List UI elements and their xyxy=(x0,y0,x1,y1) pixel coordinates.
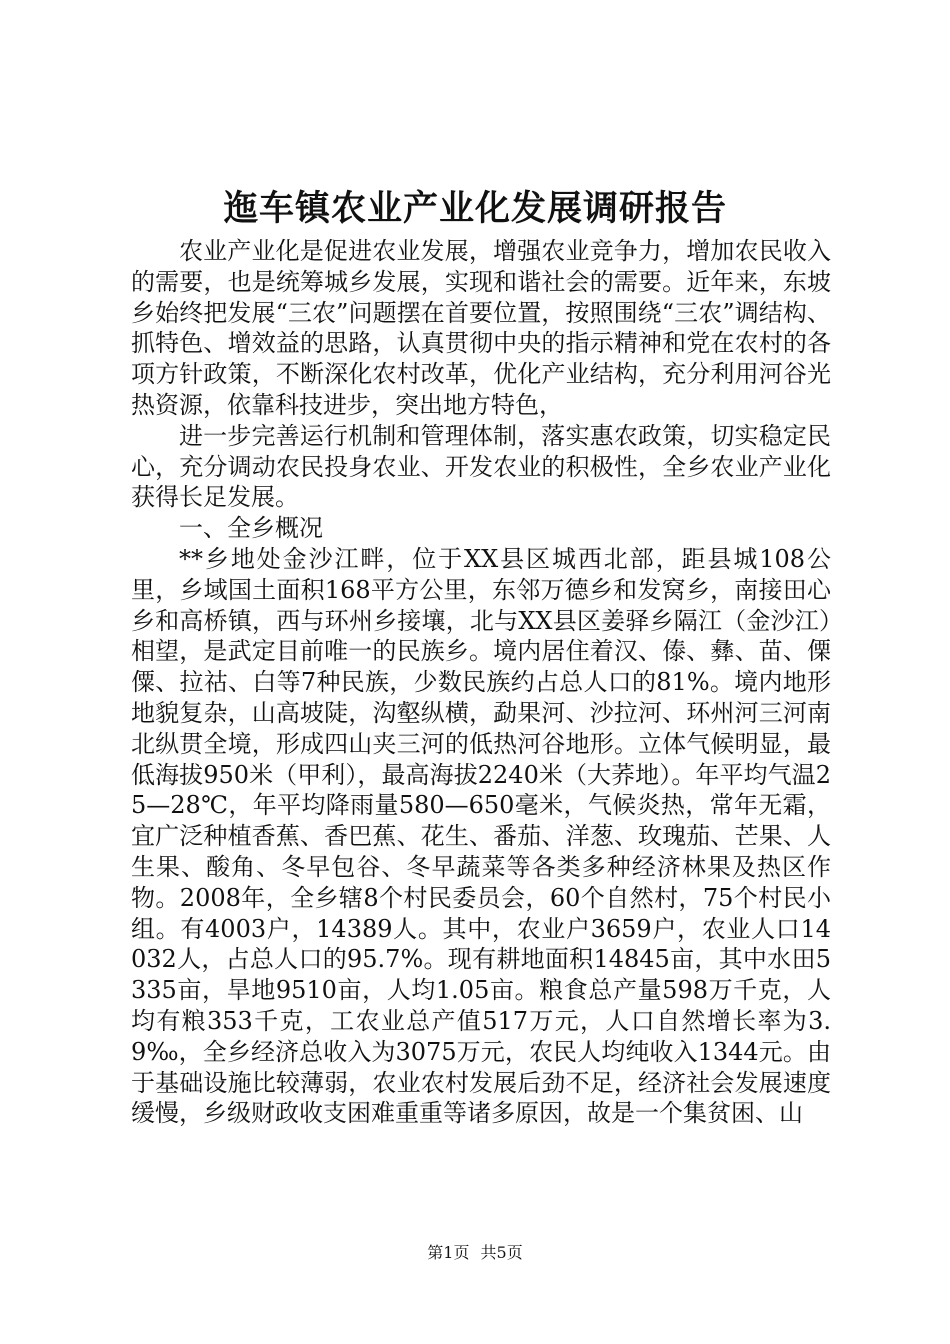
paragraph-mechanism: 进一步完善运行机制和管理体制，落实惠农政策，切实稳定民心，充分调动农民投身农业、开发农业的积极性，全乡农业产业化获得长足发展。 xyxy=(131,421,831,512)
document-title: 迤车镇农业产业化发展调研报告 xyxy=(222,188,727,229)
paragraph-intro: 农业产业化是促进农业发展，增强农业竞争力，增加农民收入的需要，也是统筹城乡发展，实现和谐社会的需要。近年来，东坡乡始终把发展“三农”问题摆在首要位置，按照围绕“三农”调结构、抓特色、增效益的思路，认真贯彻中央的指示精神和党在农村的各项方针政策，不断深化农村改革，优化产业结构，充分利用河谷光热资源，依靠科技进步，突出地方特色， xyxy=(131,237,831,419)
page-footer xyxy=(0,1242,950,1264)
page-number: 第1页 xyxy=(427,1243,470,1262)
page-total: 共5页 xyxy=(480,1243,523,1262)
section-heading-overview: 一、全乡概况 xyxy=(179,514,323,543)
paragraph-overview: **乡地处金沙江畔，位于XX县区城西北部，距县城108公里，乡域国土面积168平方公里，东邻万德乡和发窝乡，南接田心乡和高桥镇，西与环州乡接壤，北与XX县区姜驿乡隔江（金沙江）相望，是武定目前唯一的民族乡。境内居住着汉、傣、彝、苗、傈僳、拉祜、白等7种民族，少数民族约占总人口的81%。境内地形地貌复杂，山高坡陡，沟壑纵横，勐果河、沙拉河、环州河三河南北纵贯全境，形成四山夹三河的低热河谷地形。立体气候明显，最低海拔950米（甲利），最高海拔2240米（大荞地）。年平均气温25—28℃，年平均降雨量580—650毫米，气候炎热，常年无霜，宜广泛种植香蕉、香巴蕉、花生、番茄、洋葱、玫瑰茄、芒果、人生果、酸角、冬早包谷、冬早蔬菜等各类多种经济林果及热区作物。2008年，全乡辖8个村民委员会，60个自然村，75个村民小组。有4003户，14389人。其中，农业户3659户，农业人口14032人，占总人口的95.7%。现有耕地面积14845亩，其中水田5335亩，旱地9510亩，人均1.05亩。粮食总产量598万千克，人均有粮353千克，工农业总产值517万元，人口自然增长率为3.9‰，全乡经济总收入为3075万元，农民人均纯收入1344元。由于基础设施比较薄弱，农业农村发展后劲不足，经济社会发展速度缓慢，乡级财政收支困难重重等诸多原因，故是一个集贫困、山 xyxy=(131,544,831,1128)
document-body xyxy=(131,236,831,1129)
